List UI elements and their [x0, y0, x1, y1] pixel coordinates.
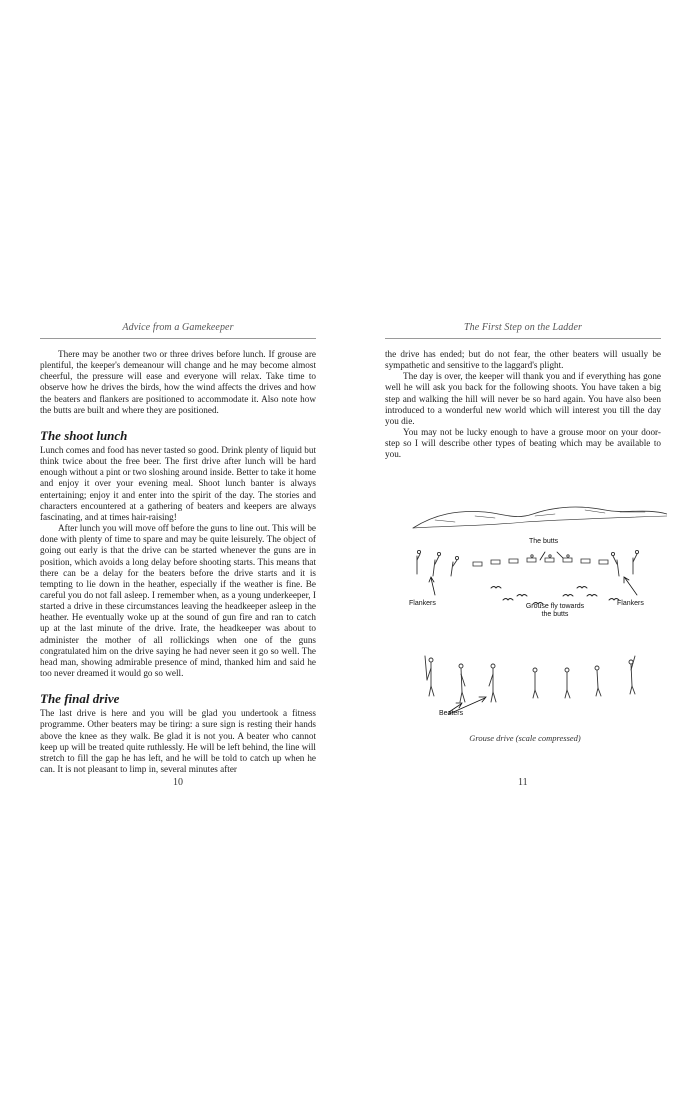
right-paragraph-2: The day is over, the keeper will thank you and if everything has gone well he will ask you back for the following shoots. You have taken a big step and walking the hill will never be so hard again. You have also been introduced to a wonderful new world which will interest you till the day you die. — [385, 371, 661, 426]
right-paragraph-3: You may not be lucky enough to have a grouse moor on your door-step so I will describe other types of beating which may be available to you. — [385, 427, 661, 460]
figure-caption: Grouse drive (scale compressed) — [469, 733, 581, 743]
section-heading-final-drive: The final drive — [40, 691, 120, 707]
label-grouse-fly-line-2: the butts — [541, 611, 569, 618]
left-page — [40, 322, 316, 775]
right-page — [385, 322, 661, 461]
intro-paragraph: There may be another two or three drives before lunch. If grouse are plentiful, the keeper's demeanour will change and he may become almost cheerful, the pressure will ease and everyone will relax. Take time to observe how he drives the birds, how the wind affects the drives and how the beaters and flankers are positioned to accommodate it. Also note how the butts are built and where they are positioned. — [40, 349, 316, 415]
label-the-butts: The butts — [529, 538, 559, 545]
flankers-right — [611, 550, 638, 576]
shoot-lunch-paragraph-2: After lunch you will move off before the guns to line out. This will be done with plenty of time to spare and may be quite leisurely. The object of going out early is that the drive can be started whenever the guns are in position, which avoids a long delay before shooting starts. This means that there can be a delay for the beaters before the drive starts and it is tempting to lie down in the heather, especially if the weather is fine. Be careful you do not fall asleep. I remember when, as a young underkeeper, I started a drive in these circumstances leaving the headkeeper asleep in the heather. He eventually woke up at the sound of gun fire and ran to catch up at the last minute of the drive. Irate, the headkeeper was about to administer the mother of all rollickings when one of the guns congratulated him on the drive saying he had never seen it go so well. The head man, showing admirable presence of mind, thanked him and said he too never dreamed it would go so well. — [40, 523, 316, 679]
running-head-left: Advice from a Gamekeeper — [40, 322, 316, 339]
label-beaters: Beaters — [439, 710, 464, 717]
butts-row — [473, 555, 608, 566]
right-paragraph-1: the drive has ended; but do not fear, the other beaters will usually be sympathetic and sensitive to the laggard's plight. — [385, 349, 661, 371]
label-grouse-fly — [517, 603, 593, 619]
right-page-body — [385, 349, 661, 461]
left-page-body — [40, 349, 316, 775]
running-head-right: The First Step on the Ladder — [385, 322, 661, 339]
label-arrows — [429, 552, 637, 714]
shoot-lunch-paragraph-1: Lunch comes and food has never tasted so good. Drink plenty of liquid but think twice about the free beer. The first drive after lunch will be hard enough without a pint or two sloshing around inside. Better to take it home and enjoy it over your evening meal. Shoot lunch banter is always entertaining; enjoy it and enter into the spirit of the day. The stories and characters encountered at a gathering of beaters and keepers are always fascinating, and at times hair-raising! — [40, 444, 316, 522]
flankers-left — [417, 550, 459, 576]
grouse-drive-illustration — [405, 500, 667, 750]
label-flankers-left: Flankers — [409, 600, 436, 607]
grouse-birds — [491, 587, 619, 605]
beaters-line — [425, 656, 635, 702]
page-number-left: 10 — [173, 777, 183, 788]
label-grouse-fly-line-1: Grouse fly towards — [525, 603, 585, 610]
page-number-right: 11 — [518, 777, 528, 788]
final-drive-paragraph: The last drive is here and you will be glad you undertook a fitness programme. Other beaters may be tiring: a sure sign is resting their hands above the knee as they walk. Be glad it is not you. A beater who cannot keep up will be treated quite ruthlessly. He will be left behind, the line will stretch to fill the gap he has left, and he will be told to catch up when he can. It is not pleasant to limp in, several minutes after — [40, 708, 316, 774]
label-flankers-right: Flankers — [617, 600, 644, 607]
section-heading-shoot-lunch: The shoot lunch — [40, 427, 128, 443]
